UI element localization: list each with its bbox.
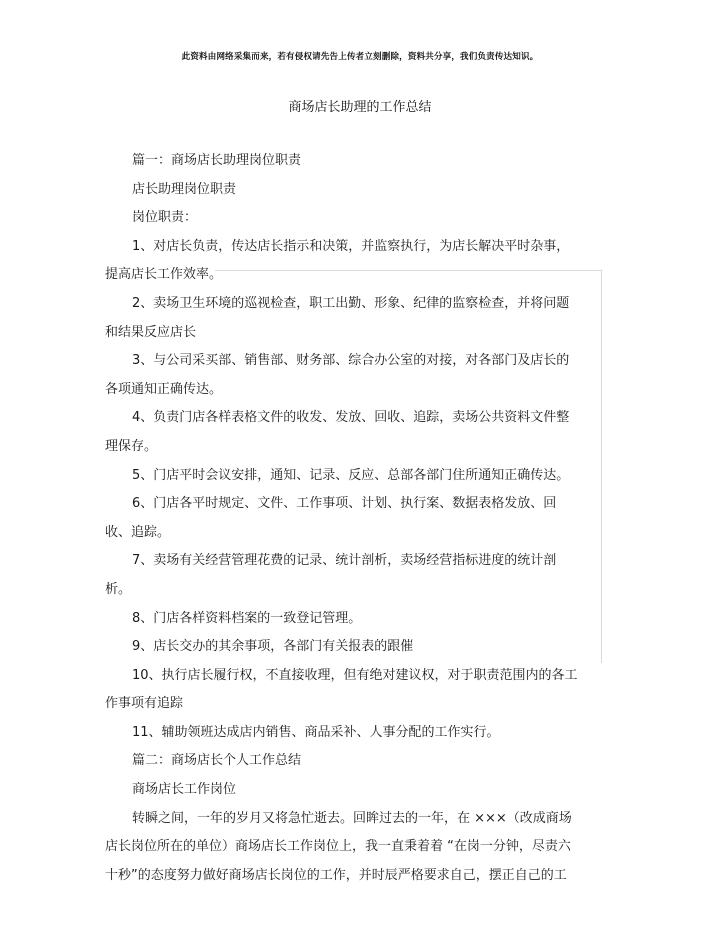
paragraph: 3、与公司采买部、销售部、财务部、综合办公室的对接，对各部门及店长的各项通知正确传达。 xyxy=(105,353,570,397)
paragraph: 1、对店长负责，传达店长指示和决策，并监察执行，为店长解决平时杂事，提高店长工作效率。 xyxy=(105,238,570,283)
paragraph: 10、执行店长履行权，不直接收理，但有绝对建议权，对于职责范围内的各工作事项有追踪 xyxy=(105,667,578,712)
paragraph: 9、店长交办的其余事项，各部门有关报表的跟催 xyxy=(132,639,414,655)
document-body xyxy=(105,147,580,890)
paragraph: 5、门店平时会议安排，通知、记录、反应、总部各部门住所通知正确传达。 xyxy=(132,467,570,483)
section-heading: 篇一：商场店长助理岗位职责 xyxy=(132,153,302,168)
subheading: 商场店长工作岗位 xyxy=(132,782,237,798)
copyright-notice: 此资料由网络采集而来，若有侵权请先告上传者立刻删除，资料共分享，我们负责传达知识。 xyxy=(181,52,539,62)
frame-line-right xyxy=(601,270,602,663)
subheading: 店长助理岗位职责 xyxy=(132,181,237,197)
document-title: 商场店长助理的工作总结 xyxy=(288,100,432,115)
paragraph: 4、负责门店各样表格文件的收发、发放、回收、追踪，卖场公共资料文件整理保存。 xyxy=(105,410,570,454)
paragraph: 转瞬之间，一年的岁月又将急忙逝去。回眸过去的一年，在 ×××（改成商场店长岗位所在的单位）商场店长工作岗位上，我一直秉着着 “在岗一分钟，尽责六十秒”的态度努力做好商场店长岗位的工作，并时辰严格要求自己，摆正自己的工 xyxy=(105,810,572,883)
paragraph: 8、门店各样资料档案的一致登记管理。 xyxy=(132,610,362,626)
paragraph: 2、卖场卫生环境的巡视检查，职工出勤、形象、纪律的监察检查，并将问题和结果反应店长 xyxy=(105,295,570,340)
paragraph: 11、辅助领班达成店内销售、商品采补、人事分配的工作实行。 xyxy=(132,724,500,740)
paragraph: 7、卖场有关经营管理花费的记录、统计剖析，卖场经营指标进度的统计剖析。 xyxy=(105,553,557,597)
paragraph: 6、门店各平时规定、文件、工作事项、计划、执行案、数据表格发放、回收、追踪。 xyxy=(105,496,557,540)
section-heading: 篇二：商场店长个人工作总结 xyxy=(132,753,302,769)
subheading: 岗位职责： xyxy=(132,210,198,226)
